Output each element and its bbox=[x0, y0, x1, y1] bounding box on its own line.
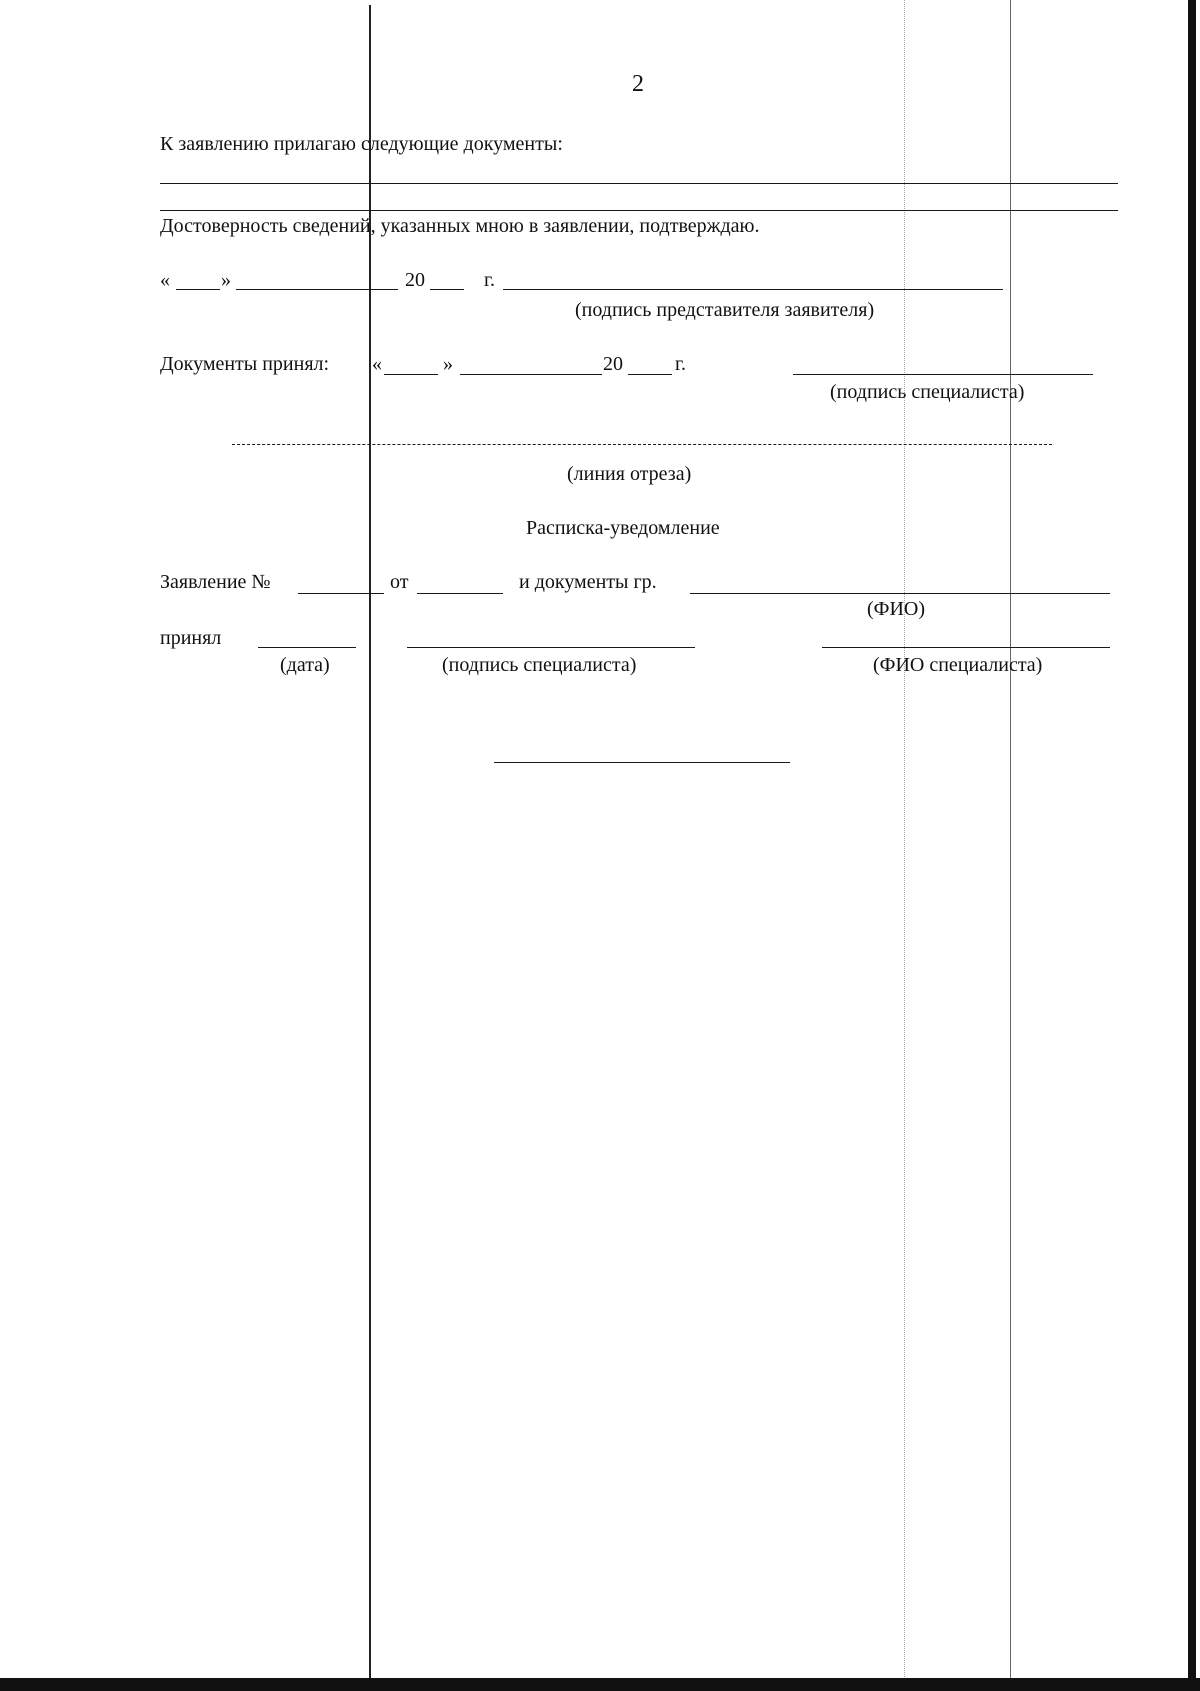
confirmation-signature-field[interactable] bbox=[503, 289, 1003, 290]
receipt-documents-label: и документы гр. bbox=[519, 571, 657, 593]
receipt-fio-caption: (ФИО) bbox=[867, 598, 926, 620]
accepted-signature-field[interactable] bbox=[793, 374, 1093, 375]
scan-artifact-right-border bbox=[1188, 0, 1196, 1691]
receipt-specialist-fio-field[interactable] bbox=[822, 647, 1110, 648]
accepted-day-field[interactable] bbox=[384, 374, 438, 375]
scan-artifact-vertical-line-right bbox=[1010, 0, 1011, 1691]
attachments-line-1[interactable] bbox=[160, 183, 1118, 184]
scan-artifact-vertical-line-middle bbox=[904, 0, 905, 1691]
confirmation-year-suffix: г. bbox=[484, 269, 495, 291]
receipt-statement-number-field[interactable] bbox=[298, 593, 384, 594]
accepted-year-prefix: 20 bbox=[603, 353, 623, 375]
cut-caption: (линия отреза) bbox=[567, 463, 692, 485]
confirmation-text: Достоверность сведений, указанных мною в заявлении, подтверждаю. bbox=[160, 215, 760, 237]
receipt-specialist-fio-caption: (ФИО специалиста) bbox=[873, 654, 1043, 676]
accepted-signature-caption: (подпись специалиста) bbox=[830, 381, 1025, 403]
confirmation-date-close-quote: » bbox=[221, 269, 231, 291]
accepted-year-field[interactable] bbox=[628, 374, 672, 375]
receipt-date-field[interactable] bbox=[258, 647, 356, 648]
page-number: 2 bbox=[632, 71, 644, 97]
receipt-from-date-field[interactable] bbox=[417, 593, 503, 594]
accepted-date-open-quote: « bbox=[372, 353, 382, 375]
scan-artifact-vertical-line-left bbox=[369, 5, 371, 1685]
confirmation-month-field[interactable] bbox=[236, 289, 398, 290]
receipt-title: Расписка-уведомление bbox=[526, 517, 720, 539]
confirmation-date-open-quote: « bbox=[160, 269, 170, 291]
accepted-label: Документы принял: bbox=[160, 353, 330, 375]
receipt-signature-caption: (подпись специалиста) bbox=[442, 654, 637, 676]
confirmation-signature-caption: (подпись представителя заявителя) bbox=[575, 299, 875, 321]
accepted-year-suffix: г. bbox=[675, 353, 686, 375]
confirmation-year-prefix: 20 bbox=[405, 269, 425, 291]
closing-rule bbox=[494, 762, 790, 763]
receipt-from-label: от bbox=[390, 571, 409, 593]
receipt-applicant-fio-field[interactable] bbox=[690, 593, 1110, 594]
confirmation-year-field[interactable] bbox=[430, 289, 464, 290]
receipt-specialist-signature-field[interactable] bbox=[407, 647, 695, 648]
attachments-heading: К заявлению прилагаю следующие документы: bbox=[160, 133, 563, 155]
receipt-statement-label: Заявление № bbox=[160, 571, 271, 593]
attachments-line-2[interactable] bbox=[160, 210, 1118, 211]
scan-artifact-bottom-border bbox=[0, 1678, 1200, 1691]
receipt-date-caption: (дата) bbox=[280, 654, 330, 676]
confirmation-day-field[interactable] bbox=[176, 289, 220, 290]
accepted-date-close-quote: » bbox=[443, 353, 453, 375]
receipt-accepted-label: принял bbox=[160, 627, 222, 649]
accepted-month-field[interactable] bbox=[460, 374, 602, 375]
cut-line bbox=[232, 444, 1052, 445]
